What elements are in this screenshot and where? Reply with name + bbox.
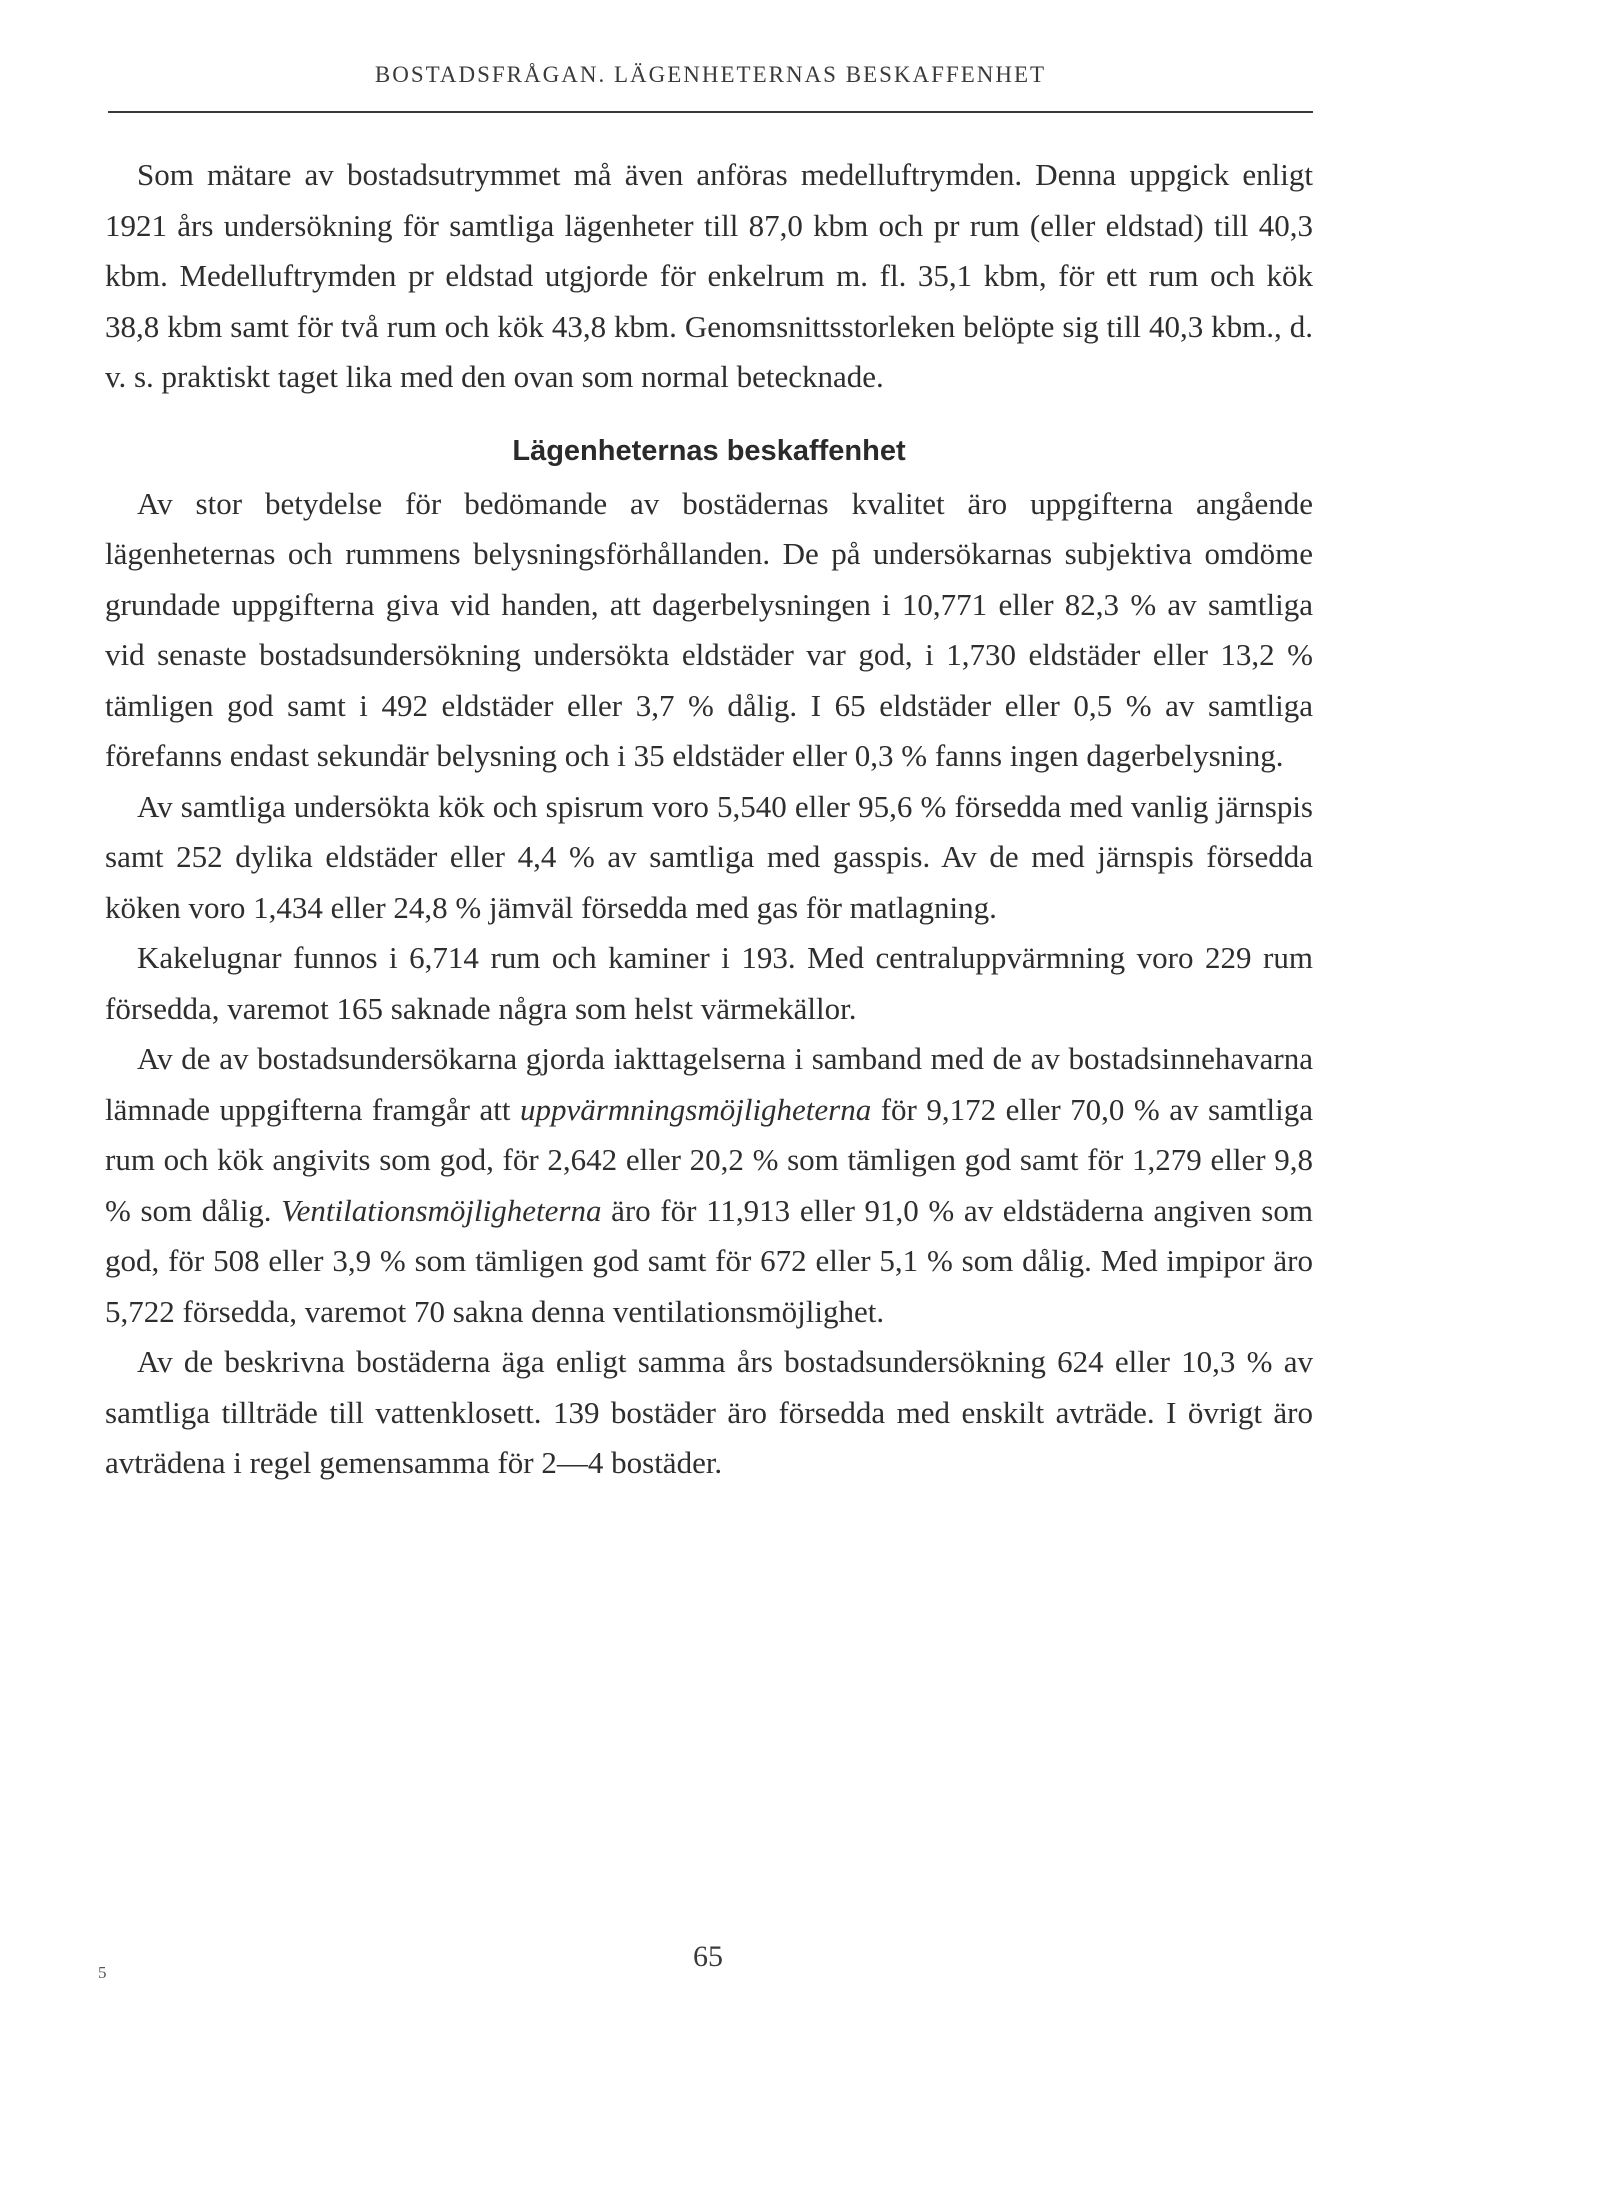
p4-italic-heating: uppvärmningsmöjligheterna bbox=[519, 1091, 872, 1127]
signature-mark: 5 bbox=[98, 1963, 107, 1982]
paragraph-lighting: Av stor betydelse för bedömande av bostädernas kvalitet äro uppgifterna angående lägenheternas och rummens belysningsförhållanden. De på undersökarnas subjektiva omdöme grundade uppgifterna giva vid handen, att dagerbelysningen i 10,771 eller 82,3 % av samtliga vid senaste bostadsundersökning undersökta eldstäder var god, i 1,730 eldstäder eller 13,2 % tämligen god samt i 492 eldstäder eller 3,7 % dålig. I 65 eldstäder eller 0,5 % av samtliga förefanns endast sekundär belysning och i 35 eldstäder eller 0,3 % fanns ingen dagerbelysning. bbox=[105, 485, 1313, 773]
running-header: BOSTADSFRÅGAN. LÄGENHETERNAS BESKAFFENHET bbox=[374, 62, 1047, 87]
paragraph-sanitation: Av de beskrivna bostäderna äga enligt samma års bostadsundersökning 624 eller 10,3 % av samtliga tillträde till vattenklosett. 139 bostäder äro försedda med enskilt avträde. I övrigt äro avträdena i regel gemensamma för 2—4 bostäder. bbox=[105, 1344, 1313, 1480]
p4-text-a: Av de av bostadsundersökarna gjorda iakttagelserna i samband med de av bostadsinnehavarna lämnade uppgifterna framgår att bbox=[105, 1041, 1313, 1127]
body-text bbox=[105, 150, 1313, 1489]
page-number: 65 bbox=[693, 1940, 723, 1973]
p4-text-b: för 9,172 eller 70,0 % av samtliga rum och kök angivits som god, för 2,642 eller 20,2 % som tämligen god samt för 1,279 eller 9,8 % som dålig. bbox=[105, 1091, 1313, 1228]
intro-paragraph: Som mätare av bostadsutrymmet må även anföras medelluftrymden. Denna uppgick enligt 1921 års undersökning för samtliga lägenheter till 87,0 kbm och pr rum (eller eldstad) till 40,3 kbm. Medelluftrymden pr eldstad utgjorde för enkelrum m. fl. 35,1 kbm, för ett rum och kök 38,8 kbm samt för två rum och kök 43,8 kbm. Genomsnittsstorleken belöpte sig till 40,3 kbm., d. v. s. praktiskt taget lika med den ovan som normal betecknade. bbox=[105, 157, 1313, 394]
paragraph-kitchens: Av samtliga undersökta kök och spisrum voro 5,540 eller 95,6 % försedda med vanlig järnspis samt 252 dylika eldstäder eller 4,4 % av samtliga med gasspis. Av de med järnspis försedda köken voro 1,434 eller 24,8 % jämväl försedda med gas för matlagning. bbox=[105, 788, 1313, 925]
paragraph-heating-sources: Kakelugnar funnos i 6,714 rum och kaminer i 193. Med centraluppvärmning voro 229 rum försedda, varemot 165 saknade några som helst värmekällor. bbox=[105, 940, 1313, 1026]
p4-italic-ventilation: Ventilationsmöjligheterna bbox=[281, 1192, 602, 1228]
paragraph-heating-ventilation bbox=[105, 1034, 1313, 1337]
section-heading: Lägenheternas beskaffenhet bbox=[512, 434, 906, 467]
p4-text-c: äro för 11,913 eller 91,0 % av eldstäderna angiven som god, för 508 eller 3,9 % som tämligen god samt för 672 eller 5,1 % som dålig. Med impipor äro 5,722 försedda, varemot 70 sakna denna ventilationsmöjlighet. bbox=[105, 1192, 1313, 1329]
header-rule bbox=[108, 111, 1313, 113]
